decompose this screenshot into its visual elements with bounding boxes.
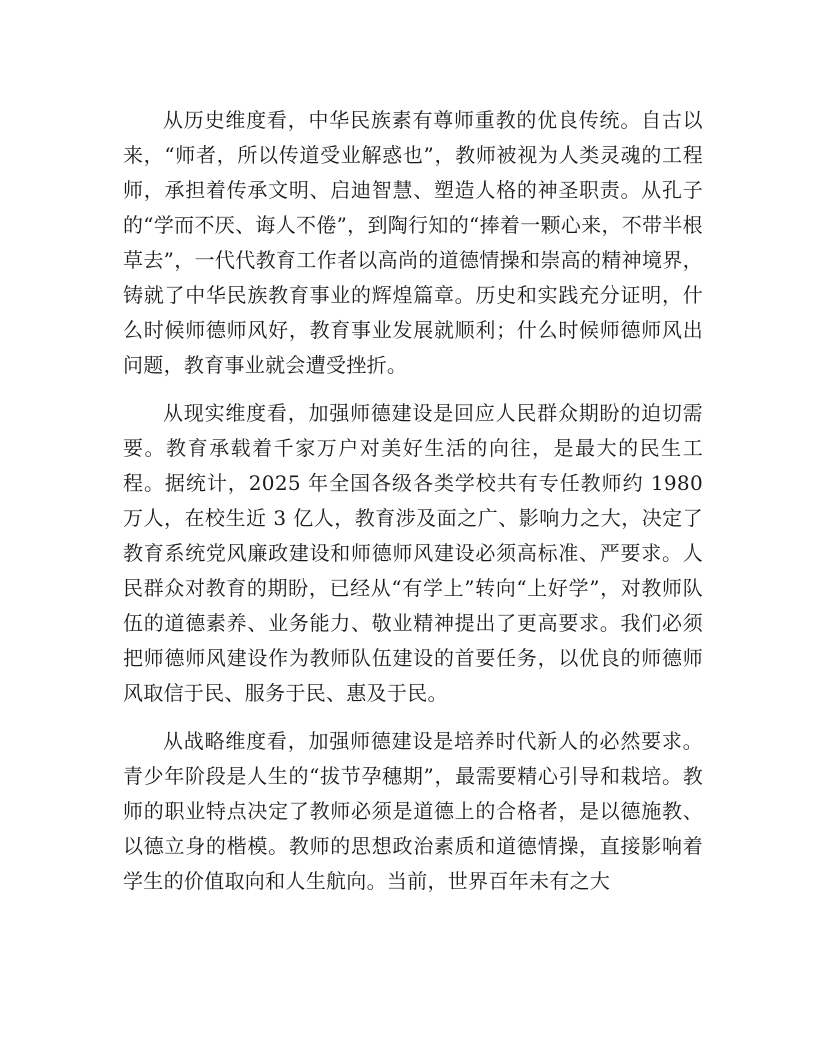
document-body: [123, 103, 703, 912]
paragraph-reality: 从现实维度看，加强师德建设是回应人民群众期盼的迫切需要。教育承载着千家万户对美好生活的向往，是最大的民生工程。据统计，2025 年全国各级各类学校共有专任教师约 1980 万人，在校生近 3 亿人，教育涉及面之广、影响力之大，决定了教育系统党风廉政建设和师德师风建设必须高标准、严要求。人民群众对教育的期盼，已经从“有学上”转向“上好学”，对教师队伍的道德素养、业务能力、敬业精神提出了更高要求。我们必须把师德师风建设作为教师队伍建设的首要任务，以优良的师德师风取信于民、服务于民、惠及于民。: [123, 401, 703, 705]
paragraph-strategy: 从战略维度看，加强师德建设是培养时代新人的必然要求。青少年阶段是人生的“拔节孕穗期”，最需要精心引导和栽培。教师的职业特点决定了教师必须是道德上的合格者，是以德施教、以德立身的楷模。教师的思想政治素质和道德情操，直接影响着学生的价值取向和人生航向。当前，世界百年未有之大: [123, 729, 703, 893]
paragraph-history: 从历史维度看，中华民族素有尊师重教的优良传统。自古以来，“师者，所以传道受业解惑也”，教师被视为人类灵魂的工程师，承担着传承文明、启迪智慧、塑造人格的神圣职责。从孔子的“学而不厌、诲人不倦”，到陶行知的“捧着一颗心来，不带半根草去”，一代代教育工作者以高尚的道德情操和崇高的精神境界，铸就了中华民族教育事业的辉煌篇章。历史和实践充分证明，什么时候师德师风好，教育事业发展就顺利；什么时候师德师风出问题，教育事业就会遭受挫折。: [123, 108, 703, 377]
